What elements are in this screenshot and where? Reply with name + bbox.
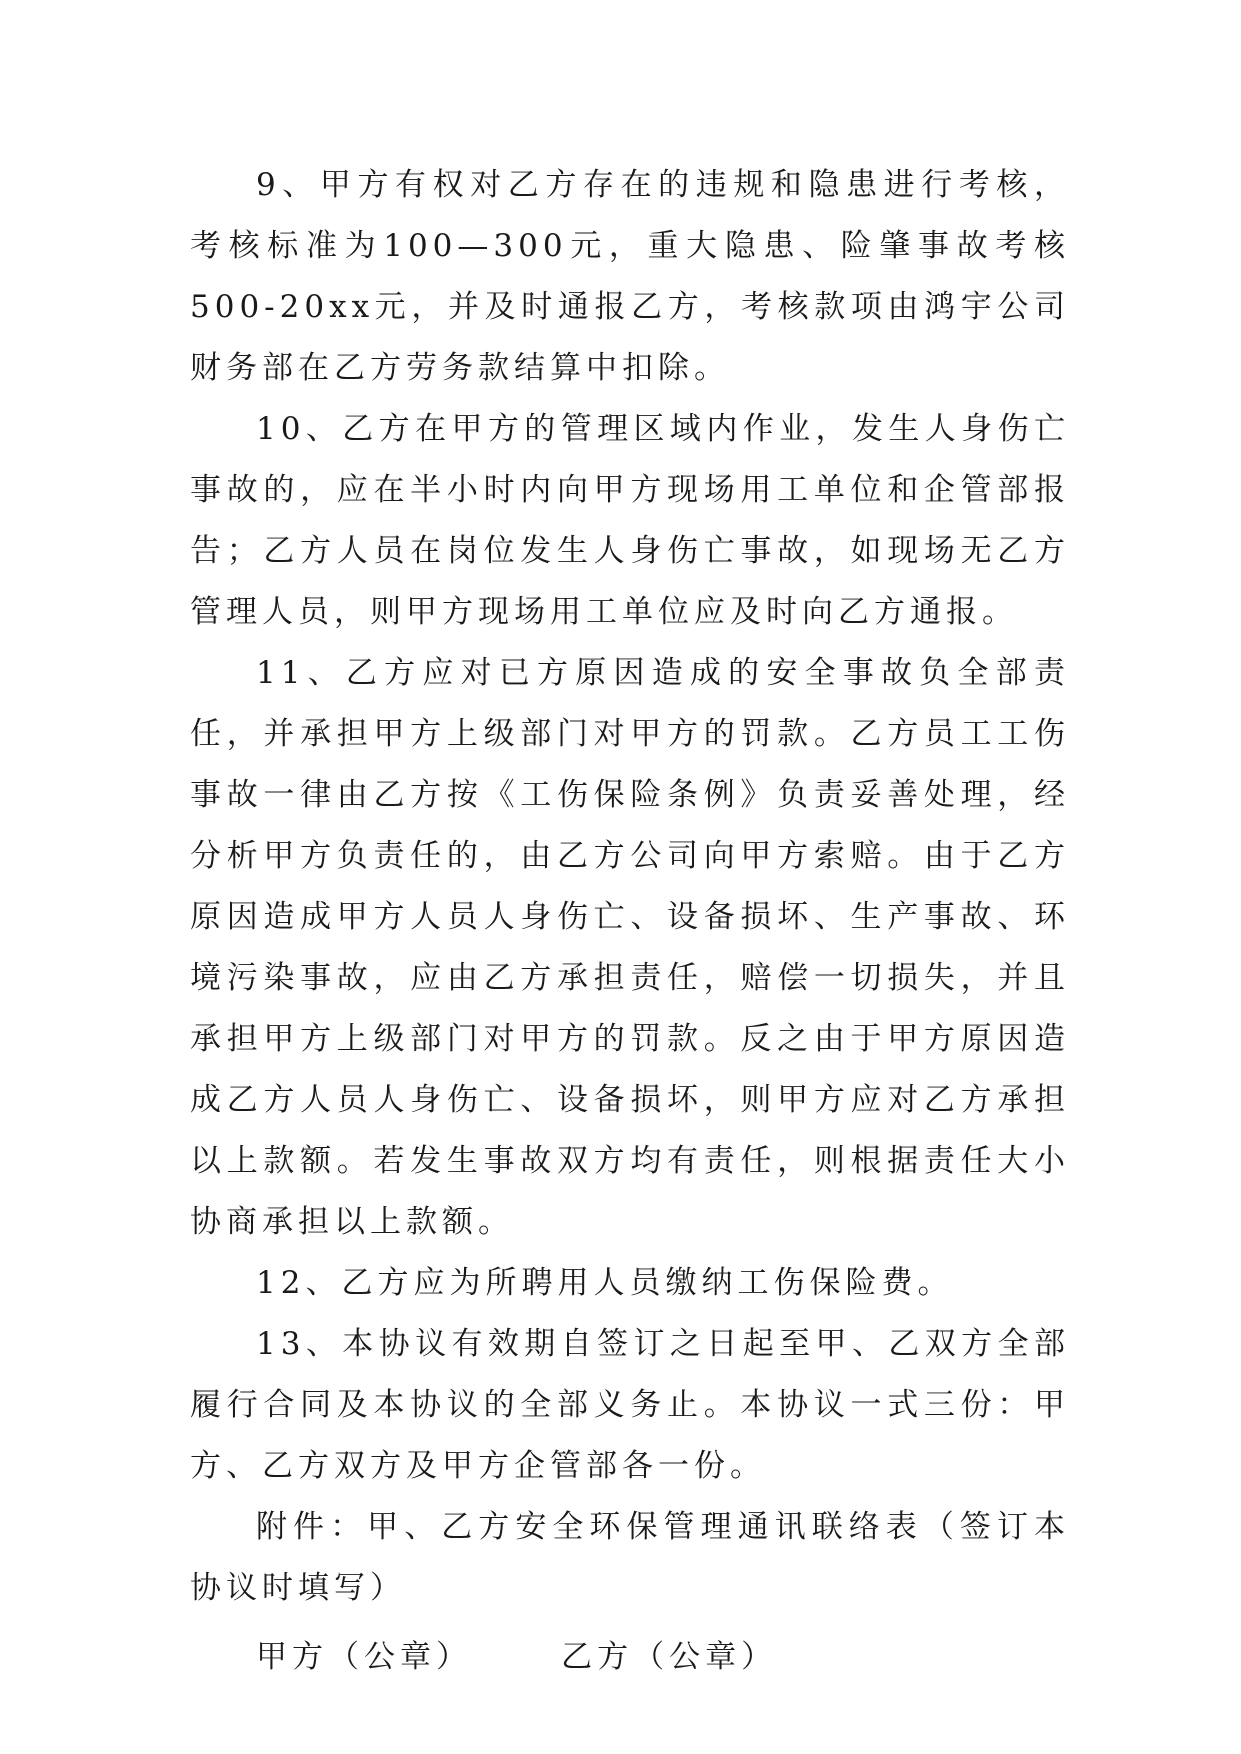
clause-12: 12、乙方应为所聘用人员缴纳工伤保险费。: [256, 1265, 954, 1301]
clause-13: 13、本协议有效期自签订之日起至甲、乙双方全部履行合同及本协议的全部义务止。本协议一式三份：甲方、乙方双方及甲方企管部各一份。: [190, 1326, 1070, 1484]
clause-9: 9、甲方有权对乙方存在的违规和隐患进行考核，考核标准为100—300元，重大隐患、险肇事故考核500-20xx元，并及时通报乙方，考核款项由鸿宇公司财务部在乙方劳务款结算中扣除。: [190, 167, 1070, 386]
attachment-note: 附件：甲、乙方安全环保管理通讯联络表（签订本协议时填写）: [190, 1509, 1070, 1606]
document-body: [190, 155, 1070, 1688]
clause-10: 10、乙方在甲方的管理区域内作业，发生人身伤亡事故的，应在半小时内向甲方现场用工单位和企管部报告；乙方人员在岗位发生人身伤亡事故，如现场无乙方管理人员，则甲方现场用工单位应及时向乙方通报。: [190, 411, 1070, 630]
seal-line: [190, 1627, 1070, 1688]
party-a-seal: 甲方（公章）: [256, 1639, 472, 1675]
party-b-seal: 乙方（公章）: [561, 1639, 778, 1675]
clause-11: 11、乙方应对已方原因造成的安全事故负全部责任，并承担甲方上级部门对甲方的罚款。乙方员工工伤事故一律由乙方按《工伤保险条例》负责妥善处理，经分析甲方负责任的，由乙方公司向甲方索赔。由于乙方原因造成甲方人员人身伤亡、设备损坏、生产事故、环境污染事故，应由乙方承担责任，赔偿一切损失，并且承担甲方上级部门对甲方的罚款。反之由于甲方原因造成乙方人员人身伤亡、设备损坏，则甲方应对乙方承担以上款额。若发生事故双方均有责任，则根据责任大小协商承担以上款额。: [190, 655, 1070, 1240]
